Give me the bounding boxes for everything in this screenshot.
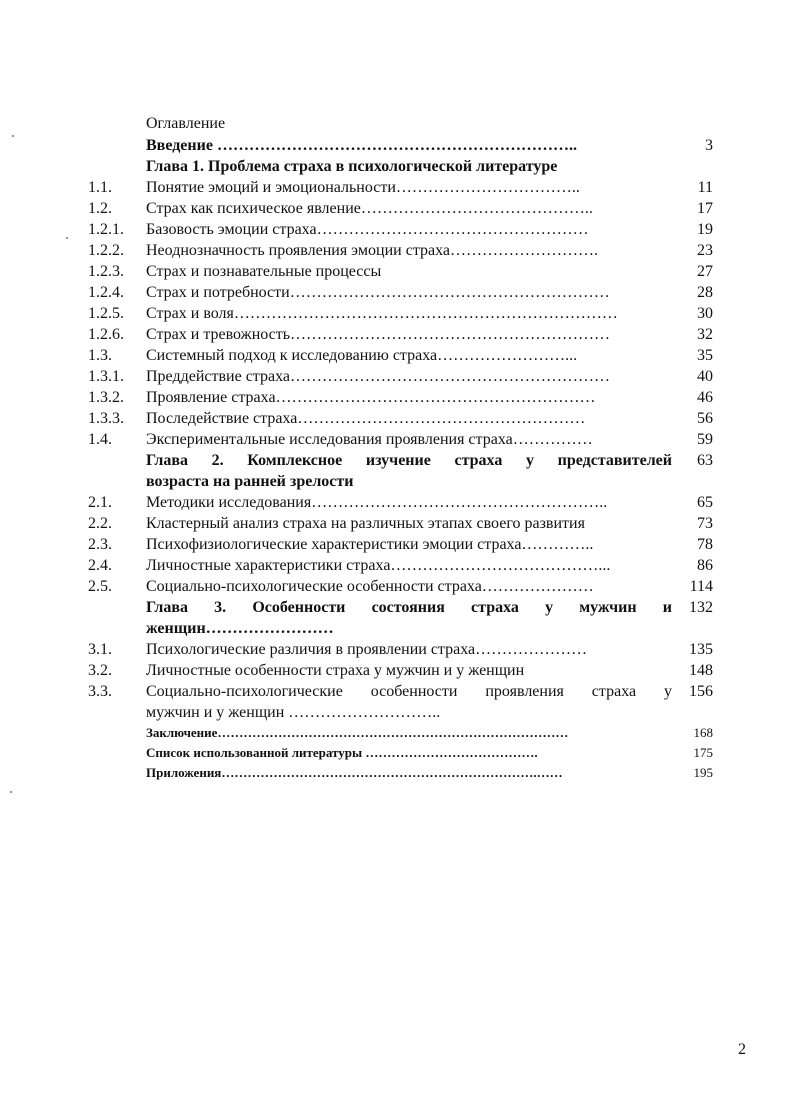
entry-text: возраста на ранней зрелости [146,473,354,490]
toc-entry [88,219,713,240]
entry-number: 2.5. [88,578,112,595]
entry-text: Личностные характеристики страха…………………………………... [146,557,611,574]
entry-page: 156 [689,683,713,700]
toc-entry [88,303,713,324]
chapter-heading [88,156,713,177]
entry-text: Последействие страха……………………………………………… [146,410,586,427]
entry-text: Страх и познавательные процессы [146,263,382,280]
scan-speck [66,237,68,239]
entry-number: 1.2.2. [88,242,124,259]
entry-text: Введение ………………………………………………………….. [146,137,577,154]
entry-number: 1.1. [88,179,112,196]
entry-text: Проявление страха…………………………………………………… [146,389,596,406]
entry-text: Системный подход к исследованию страха……………………... [146,347,578,364]
entry-page: 11 [697,179,713,196]
entry-number: 3.3. [88,683,112,700]
entry-page: 23 [697,242,713,259]
entry-text: Глава 2. Комплексное изучение страха у представителей [146,452,672,469]
entry-text: мужчин и у женщин ……………………….. [146,704,441,721]
toc-entry [88,513,713,534]
entry-text: Преддействие страха…………………………………………………… [146,368,610,385]
entry-text: Психофизиологические характеристики эмоции страха………….. [146,536,594,553]
entry-text: Методики исследования……………………………………………….. [146,494,608,511]
entry-number: 1.3.2. [88,389,124,406]
toc-entry [88,408,713,429]
entry-page: 40 [697,368,713,385]
entry-number: 1.4. [88,431,112,448]
entry-number: 1.2.1. [88,221,124,238]
entry-page: 35 [697,347,713,364]
toc-entry [88,324,713,345]
entry-page: 148 [689,662,713,679]
entry-page: 3 [705,137,713,154]
toc-entry [88,639,713,660]
toc-entry [88,261,713,282]
entry-page: 73 [697,515,713,532]
entry-text: Страх и потребности…………………………………………………… [146,284,610,301]
toc-entry [88,429,713,450]
toc-entry [88,762,713,783]
entry-text: Страх и воля……………………………………………………………… [146,305,618,322]
toc-entry [88,387,713,408]
page-number: 2 [738,1041,746,1058]
entry-page: 59 [697,431,713,448]
toc-entry [88,660,713,681]
entry-page: 195 [693,765,713,780]
entry-page: 114 [689,578,713,595]
toc-entry [88,555,713,576]
toc-entry [88,722,713,743]
entry-number: 1.2.6. [88,326,124,343]
entry-page: 56 [697,410,713,427]
entry-number: 1.3.1. [88,368,124,385]
entry-number: 2.4. [88,557,112,574]
toc-entry-continuation [88,702,713,723]
entry-number: 1.2.4. [88,284,124,301]
entry-text: Глава 3. Особенности состояния страха у мужчин и [146,599,672,616]
entry-text: Список использованной литературы …………………………………. [146,745,538,760]
entry-page: 30 [697,305,713,322]
entry-text: Экспериментальные исследования проявления страха…………… [146,431,593,448]
entry-page: 46 [697,389,713,406]
entry-number: 1.2. [88,200,112,217]
entry-text: Понятие эмоций и эмоциональности…………………………….. [146,179,580,196]
entry-page: 135 [689,641,713,658]
toc-entry [88,576,713,597]
toc-entry [88,345,713,366]
entry-text: Неоднозначность проявления эмоции страха………………………. [146,242,598,259]
chapter-heading [88,450,713,471]
entry-number: 1.2.3. [88,263,124,280]
entry-page: 175 [693,745,713,760]
chapter-heading [88,597,713,618]
entry-page: 28 [697,284,713,301]
entry-text: Страх и тревожность…………………………………………………… [146,326,611,343]
entry-number: 3.2. [88,662,112,679]
toc-entry [88,366,713,387]
entry-text: Кластерный анализ страха на различных этапах своего развития [146,515,585,532]
entry-number: 1.3.3. [88,410,124,427]
entry-text: Психологические различия в проявлении страха………………… [146,641,588,658]
entry-number: 2.2. [88,515,112,532]
entry-number: 1.2.5. [88,305,124,322]
entry-text: Заключение……………………………………………………………………… [146,725,569,740]
entry-number: 3.1. [88,641,112,658]
entry-text: Глава 1. Проблема страха в психологической литературе [146,158,558,175]
toc-entry [88,240,713,261]
entry-page: 78 [697,536,713,553]
entry-text: Базовость эмоции страха…………………………………………… [146,221,589,238]
entry-page: 63 [697,452,713,469]
entry-page: 65 [697,494,713,511]
toc-entry [88,177,713,198]
entry-page: 86 [697,557,713,574]
entry-page: 19 [697,221,713,238]
toc-entry [88,742,713,763]
entry-number: 2.1. [88,494,112,511]
toc-entry [88,282,713,303]
scan-speck [10,791,12,793]
entry-number: 2.3. [88,536,112,553]
entry-text: Личностные особенности страха у мужчин и у женщин [146,662,525,679]
entry-page: 168 [693,725,713,740]
scan-speck [12,135,14,137]
entry-page: 32 [697,326,713,343]
entry-page: 17 [697,200,713,217]
entry-page: 27 [697,263,713,280]
toc-title: Оглавление [146,115,226,132]
entry-text: Приложения……………………………………………………………….…… [146,765,563,780]
toc-entry [88,198,713,219]
toc-entry [88,135,713,156]
toc-entry [88,681,713,702]
entry-number: 1.3. [88,347,112,364]
toc-entry [88,492,713,513]
entry-text: Социально-психологические особенности страха………………… [146,578,594,595]
chapter-heading-continuation [88,618,713,639]
entry-text: женщин…………………… [146,620,334,637]
chapter-heading-continuation [88,471,713,492]
entry-page: 132 [689,599,713,616]
entry-text: Социально-психологические особенности проявления страха у [146,683,672,700]
toc-entry [88,534,713,555]
entry-text: Страх как психическое явление…………………………………….. [146,200,593,217]
